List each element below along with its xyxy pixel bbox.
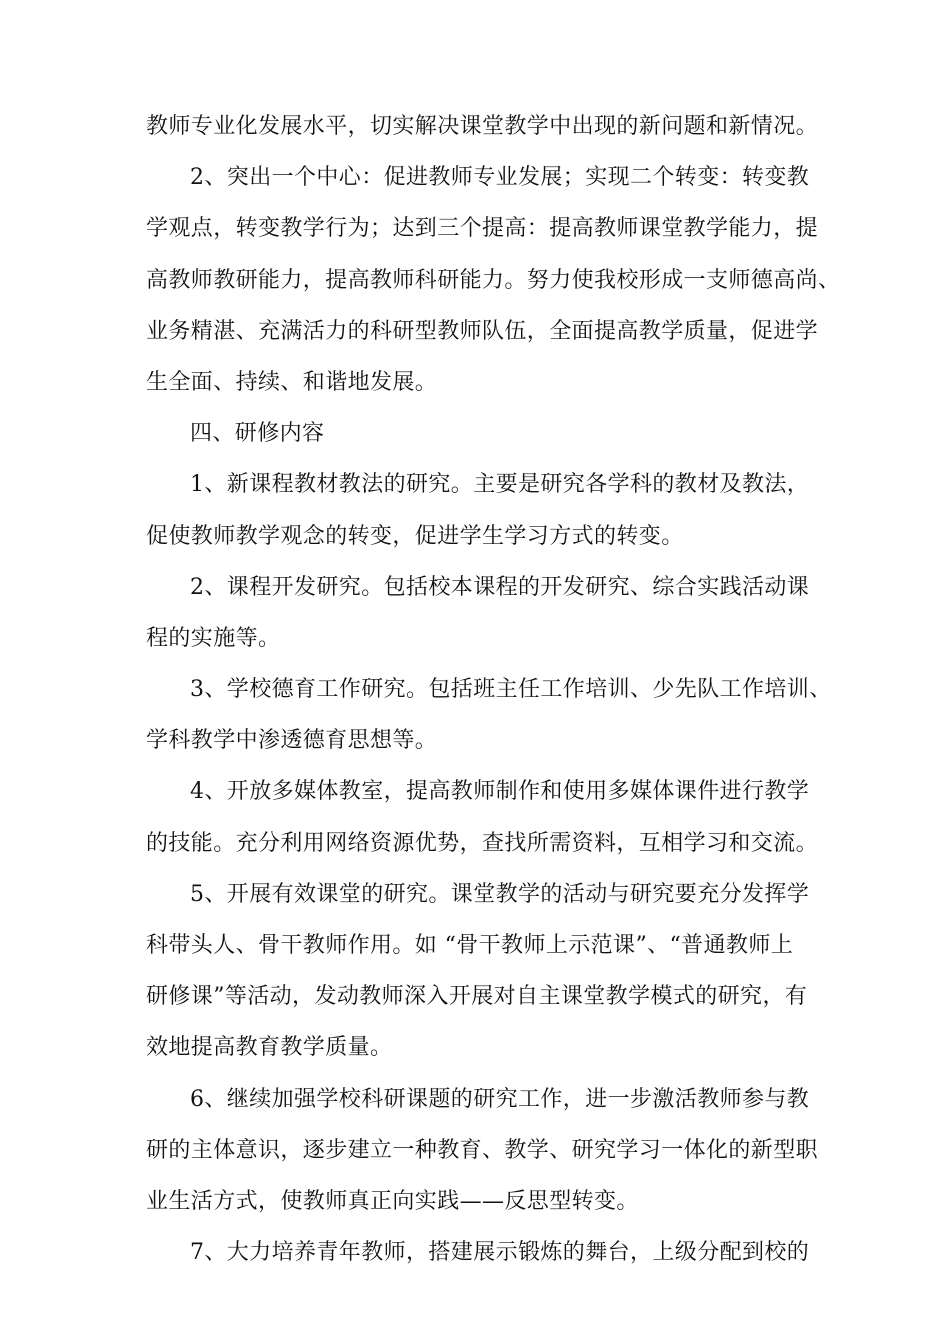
text-line: 研的主体意识，逐步建立一种教育、教学、研究学习一体化的新型职 (146, 1137, 819, 1163)
text-line: 四、研修内容 (190, 421, 325, 447)
text-line: 5、开展有效课堂的研究。课堂教学的活动与研究要充分发挥学 (190, 881, 810, 907)
text-line: 业务精湛、充满活力的科研型教师队伍，全面提高教学质量，促进学 (146, 318, 819, 344)
text-line: 教师专业化发展水平，切实解决课堂教学中出现的新问题和新情况。 (146, 114, 819, 139)
text-line: 7、大力培养青年教师，搭建展示锻炼的舞台，上级分配到校的 (190, 1240, 810, 1266)
text-line: 高教师教研能力，提高教师科研能力。努力使我校形成一支师德高尚、 (146, 267, 841, 293)
text-line: 2、课程开发研究。包括校本课程的开发研究、综合实践活动课 (190, 574, 810, 600)
text-line: 学科教学中渗透德育思想等。 (146, 728, 438, 754)
text-line: 的技能。充分利用网络资源优势，查找所需资料，互相学习和交流。 (146, 830, 819, 856)
text-line: 2、突出一个中心：促进教师专业发展；实现二个转变：转变教 (190, 165, 810, 191)
text-line: 3、学校德育工作研究。包括班主任工作培训、少先队工作培训、 (190, 677, 832, 703)
text-line: 4、开放多媒体教室，提高教师制作和使用多媒体课件进行教学 (190, 779, 810, 805)
text-line: 业生活方式，使教师真正向实践——反思型转变。 (146, 1188, 639, 1214)
text-line: 6、继续加强学校科研课题的研究工作，进一步激活教师参与教 (190, 1086, 810, 1112)
text-line: 程的实施等。 (146, 625, 281, 651)
text-line: 生全面、持续、和谐地发展。 (146, 369, 438, 395)
text-line: 1、新课程教材教法的研究。主要是研究各学科的教材及教法， (190, 472, 810, 498)
text-line: 效地提高教育教学质量。 (146, 1035, 393, 1061)
text-line: 科带头人、骨干教师作用。如 “骨干教师上示范课”、“普通教师上 (146, 933, 794, 958)
text-line: 学观点，转变教学行为；达到三个提高：提高教师课堂教学能力，提 (146, 216, 819, 242)
text-line: 研修课”等活动，发动教师深入开展对自主课堂教学模式的研究，有 (146, 984, 808, 1010)
document-body (146, 101, 841, 1278)
text-line: 促使教师教学观念的转变，促进学生学习方式的转变。 (146, 523, 684, 549)
